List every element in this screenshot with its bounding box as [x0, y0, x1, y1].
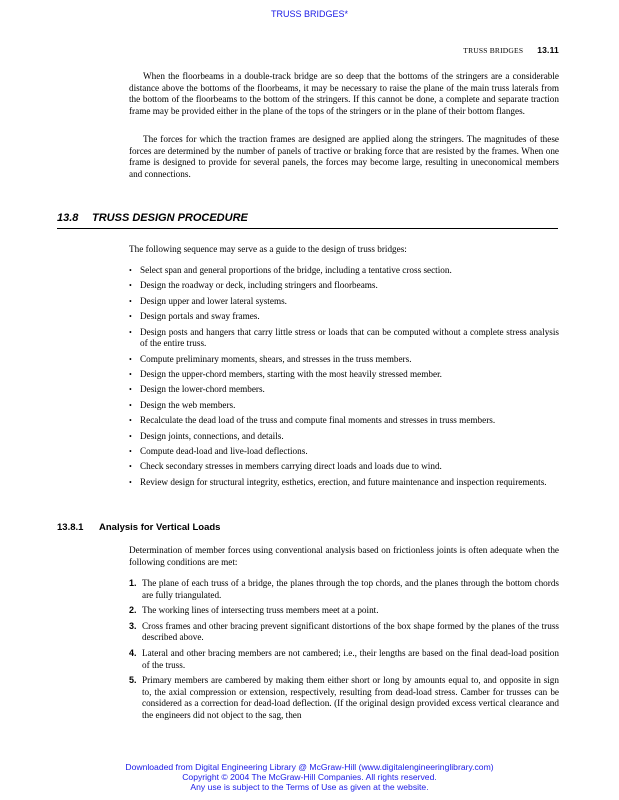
bullet-icon: •	[129, 327, 132, 337]
item-number: 4.	[129, 647, 137, 658]
footer-copyright[interactable]: Copyright © 2004 The McGraw-Hill Companies. All rights reserved.	[182, 772, 437, 782]
bullet-icon: •	[129, 281, 132, 291]
bullet-icon: •	[129, 312, 132, 322]
bullet-icon: •	[129, 446, 132, 456]
list-item: • Design posts and hangers that carry little stress or loads that can be computed without a complete stress analysis of the entire truss.	[129, 326, 559, 349]
section-intro: The following sequence may serve as a guide to the design of truss bridges:	[129, 244, 407, 254]
item-number: 5.	[129, 675, 137, 686]
list-item: • Recalculate the dead load of the truss and compute final moments and stresses in truss members.	[129, 415, 496, 426]
bullet-icon: •	[129, 296, 132, 306]
list-item: • Review design for structural integrity, esthetics, erection, and future maintenance and inspection requirements.	[129, 476, 547, 487]
bullet-icon: •	[129, 266, 132, 275]
page-number: 13.11	[537, 45, 559, 55]
running-head	[463, 45, 559, 55]
bullet-icon: •	[129, 477, 132, 487]
list-item: 1. The plane of each truss of a bridge, the planes through the top chords, and the planes through the bottom chords are fully triangulated.	[129, 578, 559, 600]
section-title: TRUSS DESIGN PROCEDURE	[92, 212, 248, 224]
subsection-title: Analysis for Vertical Loads	[99, 522, 221, 533]
list-item: • Select span and general proportions of the bridge, including a tentative cross section.	[129, 265, 452, 275]
running-head-title: TRUSS BRIDGES	[463, 46, 524, 55]
section-divider	[57, 228, 558, 229]
design-steps-list	[129, 265, 559, 492]
list-item: 3. Cross frames and other bracing prevent significant distortions of the box shape formed by the planes of the truss described above.	[129, 620, 559, 643]
bullet-icon: •	[129, 369, 132, 379]
list-item: • Design the lower-chord members.	[129, 384, 265, 395]
subsection-intro: Determination of member forces using conventional analysis based on frictionless joints is often adequate when the following conditions are met:	[129, 545, 559, 567]
section-number: 13.8	[57, 212, 79, 224]
intro-paragraph-1: When the floorbeams in a double-track bridge are so deep that the bottoms of the stringers are a considerable distance above the bottoms of the floorbeams, it may be necessary to raise the plane of the main truss laterals from the bottom of the floorbeams to the bottom of the stringers. If this cannot be done, a complete and separate traction frame may be provided either in the plane of the tops of the stringers or in the plane of their bottom flanges.	[129, 71, 559, 116]
subsection-number: 13.8.1	[57, 522, 84, 533]
footer	[0, 762, 619, 792]
item-number: 3.	[129, 620, 137, 631]
list-item: • Design the upper-chord members, starting with the most heavily stressed member.	[129, 368, 442, 379]
section-heading	[57, 212, 557, 224]
list-item: 2. The working lines of intersecting truss members meet at a point.	[129, 605, 379, 616]
list-item: • Design joints, connections, and details.	[129, 430, 284, 441]
footer-terms-link[interactable]: Any use is subject to the Terms of Use as given at the website.	[190, 782, 429, 792]
list-item: • Compute dead-load and live-load deflections.	[129, 445, 308, 456]
subsection-heading	[57, 522, 557, 533]
bullet-icon: •	[129, 416, 132, 426]
bullet-icon: •	[129, 400, 132, 410]
item-number: 2.	[129, 605, 137, 616]
list-item: • Design upper and lower lateral systems.	[129, 295, 287, 306]
item-number: 1.	[129, 578, 137, 588]
list-item: • Design portals and sway frames.	[129, 311, 260, 322]
bullet-icon: •	[129, 385, 132, 395]
list-item: • Design the roadway or deck, including stringers and floorbeams.	[129, 280, 378, 291]
list-item: • Check secondary stresses in members carrying direct loads and loads due to wind.	[129, 461, 442, 472]
bullet-icon: •	[129, 431, 132, 441]
footer-download-link[interactable]: Downloaded from Digital Engineering Library @ McGraw-Hill (www.digitalengineeringlibrary.com)	[125, 762, 494, 772]
list-item: 4. Lateral and other bracing members are not cambered; i.e., their lengths are based on the final dead-load position of the truss.	[129, 647, 559, 670]
bullet-icon: •	[129, 462, 132, 472]
intro-paragraph-2: The forces for which the traction frames are designed are applied along the stringers. The magnitudes of these forces are determined by the number of panels of tractive or braking force that are resisted by the frames. When one frame is designed to provide for several panels, the forces may become large, resulting in uneconomical members and connections.	[129, 134, 559, 179]
list-item: • Compute preliminary moments, shears, and stresses in the truss members.	[129, 353, 412, 364]
list-item: 5. Primary members are cambered by making them either short or long by amounts equal to, and opposite in sign to, the axial compression or extension, respectively, resulting from dead-load stress. Camber for trusses can be considered as a correction for dead-load deflection. (If the original design provided excess vertical clearance and the engineers did not object to the sag, then	[129, 675, 559, 720]
bullet-icon: •	[129, 354, 132, 364]
list-item: • Design the web members.	[129, 399, 236, 410]
conditions-list	[129, 578, 559, 726]
chapter-banner-link[interactable]: TRUSS BRIDGES*	[270, 9, 348, 19]
